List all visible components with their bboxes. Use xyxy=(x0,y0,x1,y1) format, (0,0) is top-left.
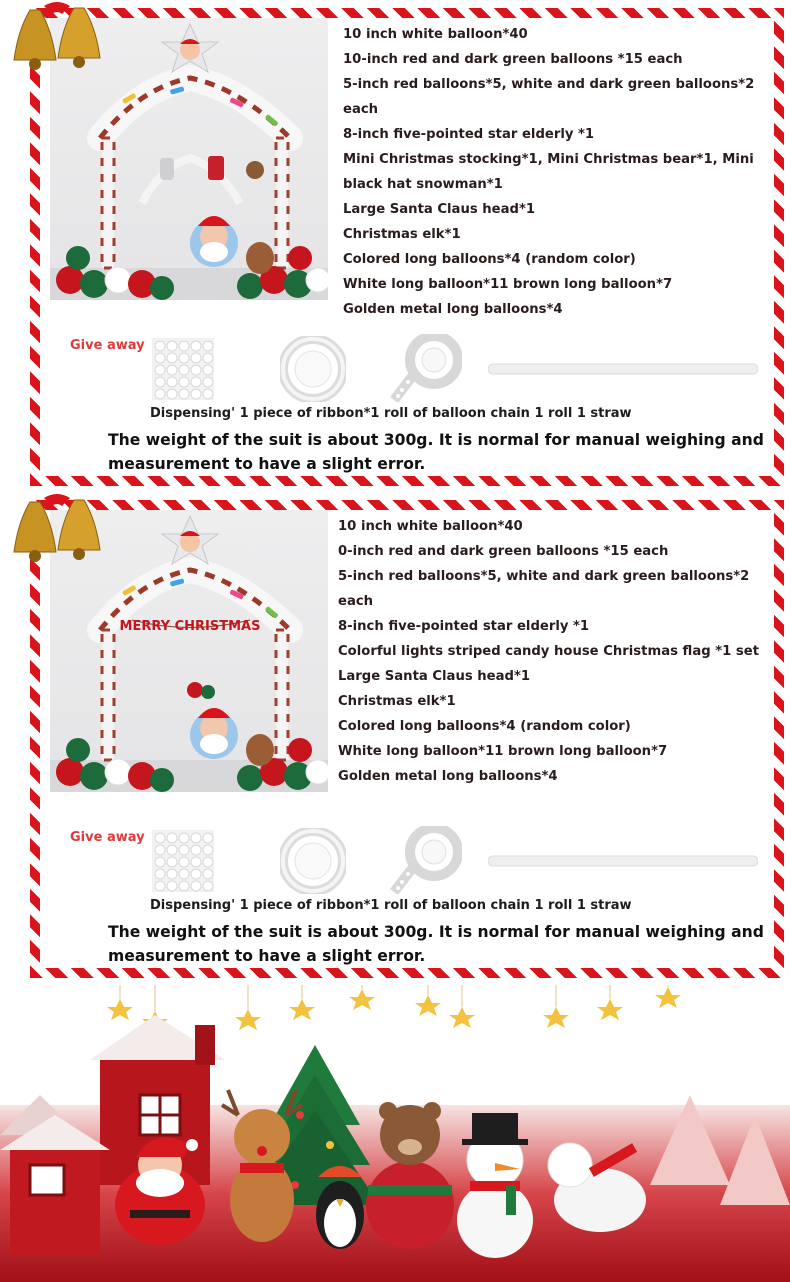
spec-item: 8-inch five-pointed star elderly *1 xyxy=(343,127,595,142)
spec-list xyxy=(343,22,783,322)
spec-item: Colored long balloons*4 (random color) xyxy=(338,719,631,734)
bells-icon xyxy=(0,0,120,80)
banner-text: MERRY CHRISTMAS xyxy=(119,619,261,634)
weight-note: The weight of the suit is about 300g. It is normal for manual weighing and measurement to have a slight error. xyxy=(108,431,764,473)
spec-item: White long balloon*11 brown long balloon*7 xyxy=(338,744,668,759)
weight-note: The weight of the suit is about 300g. It is normal for manual weighing and measurement to have a slight error. xyxy=(108,923,764,965)
spec-item: 5-inch red balloons*5, white and dark green balloons*2 each xyxy=(338,569,750,609)
spec-item: Golden metal long balloons*4 xyxy=(338,769,558,784)
glue-dots-icon xyxy=(152,338,214,400)
spec-item: 0-inch red and dark green balloons *15 each xyxy=(338,544,669,559)
give-away-label: Give away xyxy=(70,338,145,353)
spec-item: Christmas elk*1 xyxy=(338,694,456,709)
christmas-flag-banner xyxy=(120,619,261,634)
ribbon-roll-icon xyxy=(280,828,346,894)
christmas-footer-scene xyxy=(0,985,790,1282)
spec-item: Mini Christmas stocking*1, Mini Christmas bear*1, Mini black hat snowman*1 xyxy=(343,152,754,192)
straw-icon xyxy=(488,362,758,376)
accessory-caption: Dispensing' 1 piece of ribbon*1 roll of balloon chain 1 roll 1 straw xyxy=(150,406,632,421)
spec-item: Colorful lights striped candy house Christmas flag *1 set xyxy=(338,644,760,659)
balloon-chain-roll-icon xyxy=(390,826,462,894)
spec-item: Colored long balloons*4 (random color) xyxy=(343,252,636,267)
balloon-chain-roll-icon xyxy=(390,334,462,402)
spec-item: 10 inch white balloon*40 xyxy=(343,27,528,42)
panel-content xyxy=(40,510,774,968)
glue-dots-icon xyxy=(152,830,214,892)
footer-illustration xyxy=(0,985,790,1282)
product-panel-2 xyxy=(30,500,784,978)
spec-item: White long balloon*11 brown long balloon*7 xyxy=(343,277,673,292)
spec-item: 10 inch white balloon*40 xyxy=(338,519,523,534)
spec-item: 5-inch red balloons*5, white and dark green balloons*2 each xyxy=(343,77,755,117)
panel-content xyxy=(40,18,774,476)
accessory-caption: Dispensing' 1 piece of ribbon*1 roll of balloon chain 1 roll 1 straw xyxy=(150,898,632,913)
spec-item: Golden metal long balloons*4 xyxy=(343,302,563,317)
straw-icon xyxy=(488,854,758,868)
bells-icon xyxy=(0,492,120,572)
product-panel-1 xyxy=(30,8,784,486)
spec-item: Large Santa Claus head*1 xyxy=(338,669,531,684)
ribbon-roll-icon xyxy=(280,336,346,402)
spec-item: Christmas elk*1 xyxy=(343,227,461,242)
spec-item: Large Santa Claus head*1 xyxy=(343,202,536,217)
give-away-label: Give away xyxy=(70,830,145,845)
spec-item: 8-inch five-pointed star elderly *1 xyxy=(338,619,590,634)
spec-item: 10-inch red and dark green balloons *15 each xyxy=(343,52,683,67)
spec-list xyxy=(338,514,778,789)
